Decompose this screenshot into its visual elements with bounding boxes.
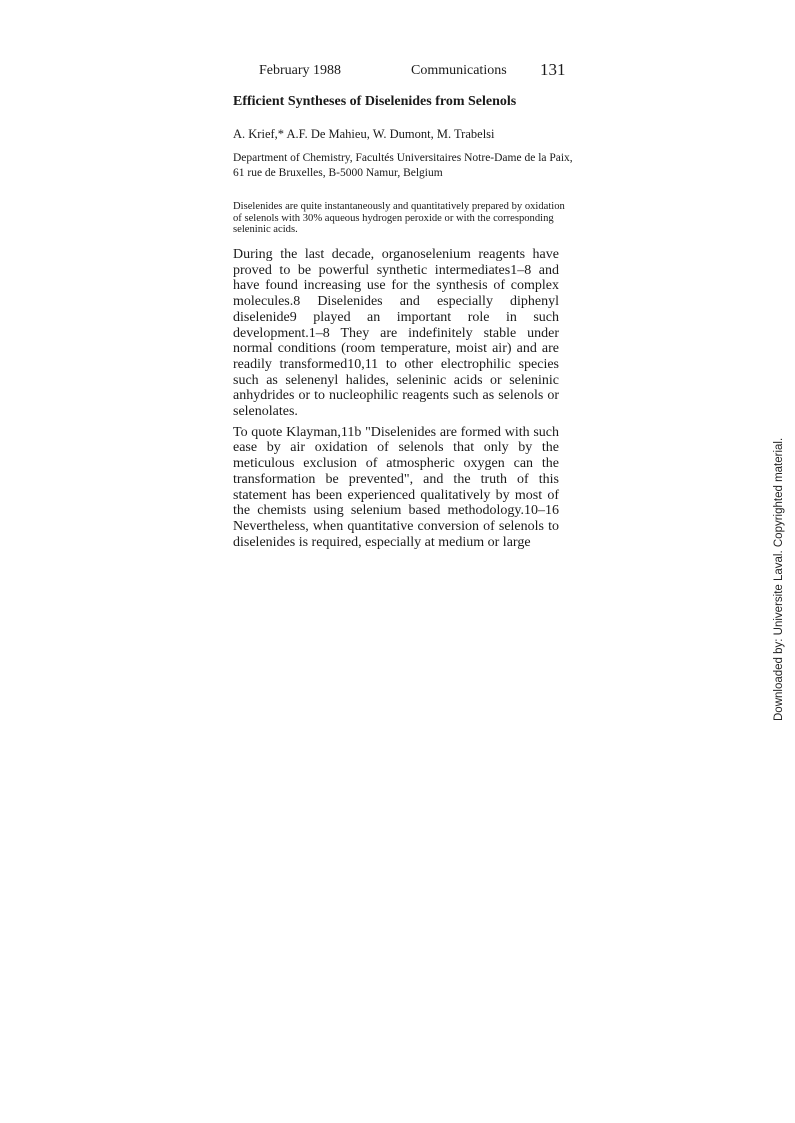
article-title: Efficient Syntheses of Diselenides from Selenols [233,94,517,109]
affiliation: Department of Chemistry, Facultés Universitaires Notre-Dame de la Paix, 61 rue de Bruxelles, B-5000 Namur, Belgium [233,152,573,179]
body-paragraph-1: During the last decade, organoselenium reagents have proved to be powerful synthetic intermediates1–8 and have found increasing use for the synthesis of complex molecules.8 Diselenides and especially diphenyl diselenide9 played an important role in such development.1–8 They are indefinitely stable under normal conditions (room temperature, moist air) and are readily transformed10,11 to other electrophilic species such as selenenyl halides, seleninic acids or seleninic anhydrides or to nucleophilic reagents such as selenols or selenolates. [233,247,559,420]
body-paragraph-2: To quote Klayman,11b "Diselenides are formed with such ease by air oxidation of selenols that only by the meticulous exclusion of atmospheric oxygen can the transformation be prevented", and the truth of this statement has been experienced qualitatively by most of the chemists using selenium based methodology.10–16 Nevertheless, when quantitative conversion of selenols to diselenides is required, especially at medium or large [233,424,559,550]
page-number: 131 [540,60,566,79]
issue-date: February 1988 [259,63,342,78]
article-body [233,247,559,555]
abstract: Diselenides are quite instantaneously and quantitatively prepared by oxidation of selenols with 30% aqueous hydrogen peroxide or with the corresponding seleninic acids. [233,201,565,235]
section-name: Communications [411,63,507,78]
download-notice: Downloaded by: Universite Laval. Copyrighted material. [773,437,785,721]
author-list: A. Krief,* A.F. De Mahieu, W. Dumont, M. Trabelsi [233,127,495,141]
